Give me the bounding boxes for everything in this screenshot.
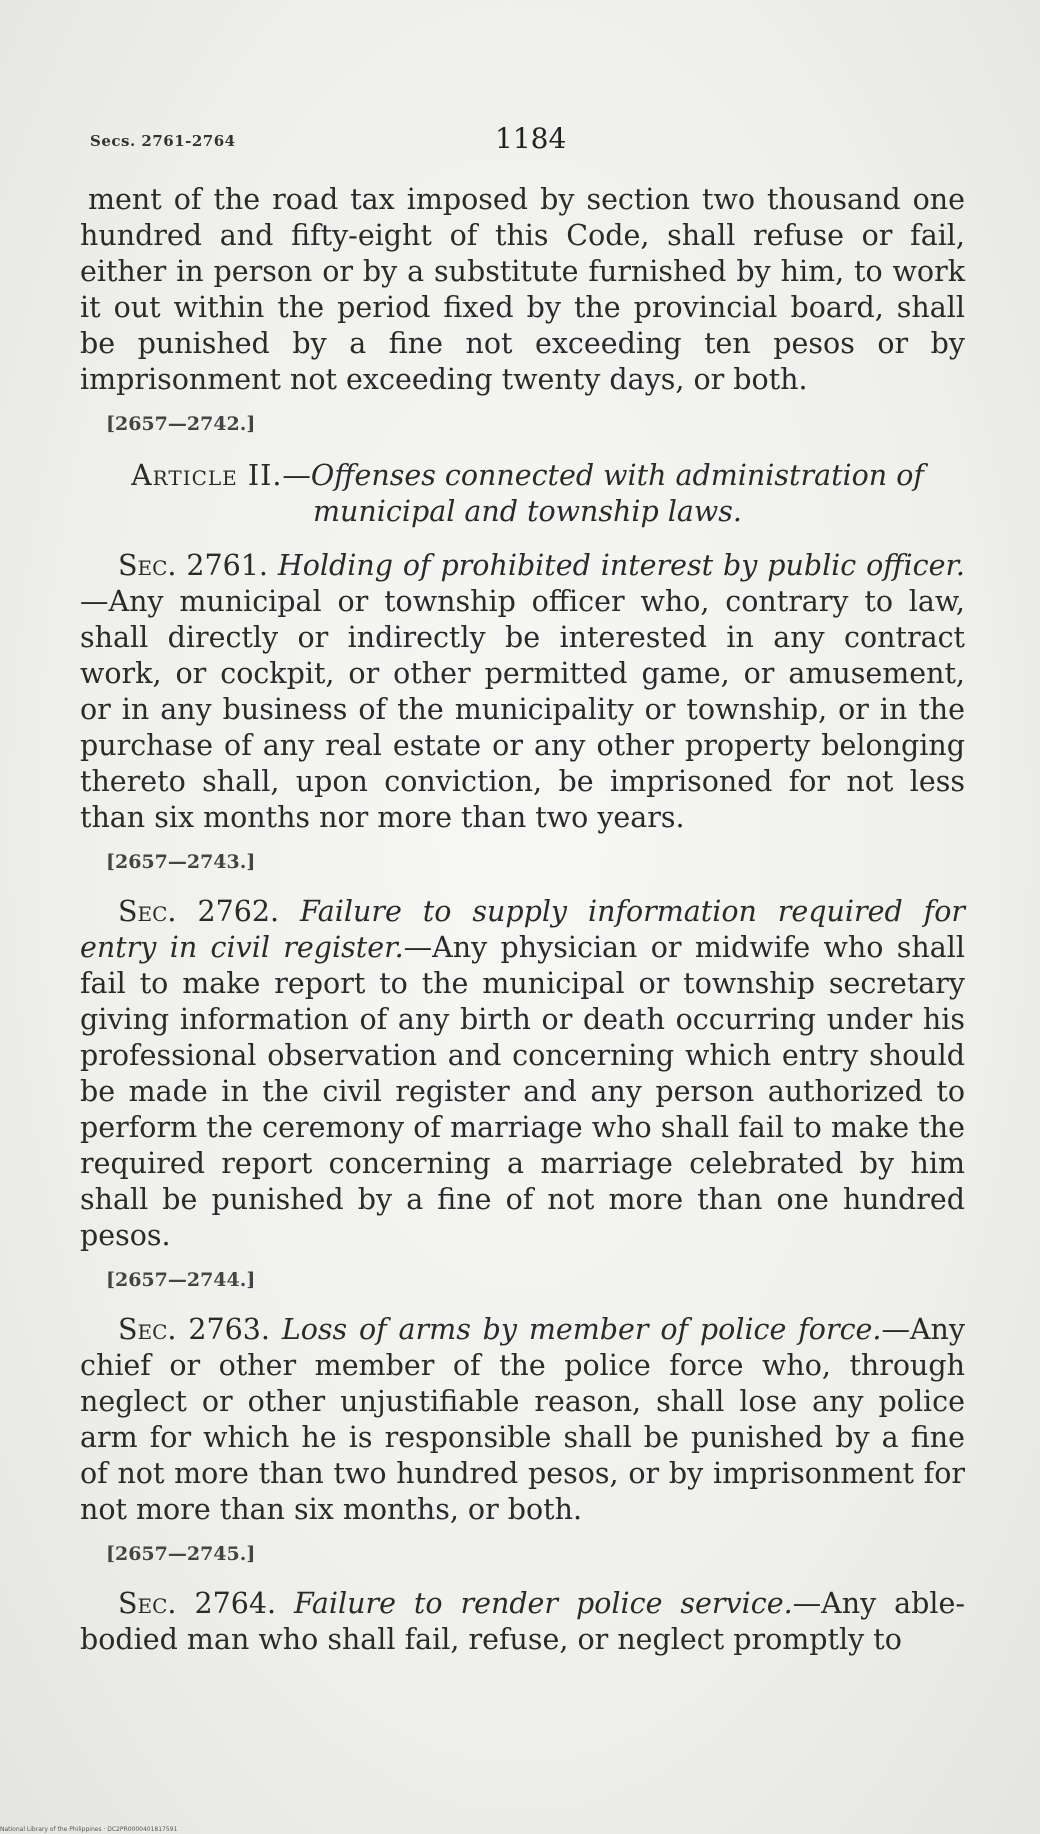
section-number: 2764. <box>194 1587 277 1620</box>
section-number: 2763. <box>188 1313 270 1346</box>
page-header <box>80 120 965 160</box>
article-heading <box>80 458 965 530</box>
section-title: Holding of prohibited interest by public officer. <box>277 549 965 582</box>
citation: [2657—2743.] <box>106 851 256 873</box>
section-number: 2762. <box>197 895 280 928</box>
article-title: —Offenses connected with administration of municipal and township laws. <box>282 459 924 528</box>
article-label: Article II. <box>131 459 283 492</box>
citation: [2657—2744.] <box>106 1269 256 1291</box>
citation: [2657—2745.] <box>106 1543 256 1565</box>
section-title: Failure to render police service. <box>294 1587 793 1620</box>
section-body: —Any able-bodied man who shall fail, refuse, or neglect promptly to <box>80 1587 966 1656</box>
page-body <box>80 182 965 1658</box>
section-title: Failure to supply information required for entry in civil register. <box>80 895 965 964</box>
running-head: Secs. 2761-2764 <box>90 132 236 150</box>
section-2761 <box>80 548 965 836</box>
section-body: —Any physician or midwife who shall fail to make report to the municipal or township secretary giving information of any birth or death occurring under his professional observation and concerning which entry should be made in the civil register and any person authorized to perform the ceremony of marriage who shall fail to make the required report concerning a marriage celebrated by him shall be punished by a fine of not more than one hundred pesos. <box>80 931 965 1252</box>
document-page <box>80 120 965 1820</box>
section-2763 <box>80 1312 965 1528</box>
section-2764 <box>80 1586 965 1658</box>
section-body: —Any chief or other member of the police force who, through neglect or other unjustifiable reason, shall lose any police arm for which he is responsible shall be punished by a fine of not more than two hundred pesos, or by imprisonment for not more than six months, or both. <box>80 1313 966 1526</box>
page-number: 1184 <box>495 122 567 155</box>
section-label: Sec. <box>118 895 177 928</box>
opening-paragraph: ment of the road tax imposed by section two thousand one hundred and fifty-eight of this Code, shall refuse or fail, either in person or by a substitute furnished by him, to work it out within the period fixed by the provincial board, shall be punished by a fine not exceeding ten pesos or by imprisonment not exceeding twenty days, or both. <box>80 183 965 396</box>
section-body: —Any municipal or township officer who, contrary to law, shall directly or indirectly be interested in any contract work, or cockpit, or other permitted game, or amusement, or in any business of the municipality or township, or in the purchase of any real estate or any other property belonging thereto shall, upon conviction, be imprisoned for not less than six months nor more than two years. <box>80 585 965 834</box>
section-title: Loss of arms by member of police force. <box>281 1313 882 1346</box>
section-2762 <box>80 894 965 1254</box>
section-label: Sec. <box>118 1313 177 1346</box>
scan-footer: National Library of the Philippines · DC2PR0000401817591 <box>0 1826 178 1833</box>
citation: [2657—2742.] <box>106 413 256 435</box>
section-label: Sec. <box>118 549 177 582</box>
section-label: Sec. <box>118 1587 177 1620</box>
section-number: 2761. <box>186 549 268 582</box>
